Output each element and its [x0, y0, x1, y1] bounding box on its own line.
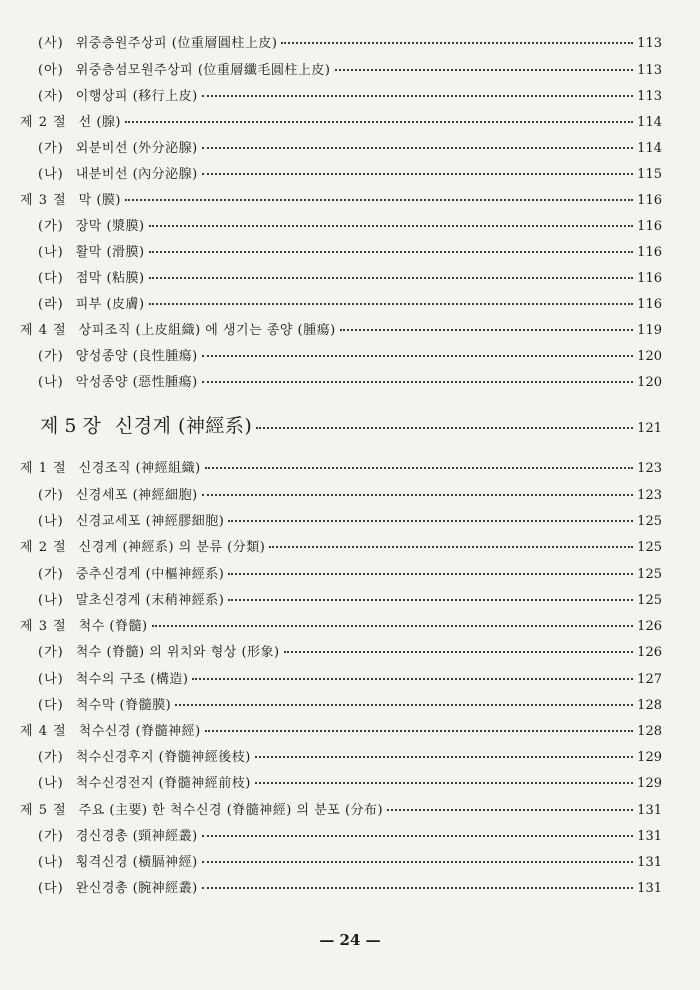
toc-entry-page: 116	[637, 219, 662, 234]
toc-subsection-row	[38, 851, 662, 870]
dot-leader	[205, 467, 634, 469]
toc-entry-page: 116	[637, 297, 662, 312]
toc-entry-label: (가)	[38, 645, 64, 660]
toc-entry-page: 120	[637, 375, 662, 390]
toc-entry-title: 위중층원주상피 (位重層圓柱上皮)	[75, 36, 278, 51]
toc-entry-page: 119	[637, 323, 662, 338]
toc-entry-label: (나)	[38, 514, 64, 529]
dot-leader	[202, 861, 633, 863]
dot-leader	[202, 95, 633, 97]
toc-entry-label: (나)	[38, 167, 64, 182]
toc-entry-page: 125	[637, 514, 662, 529]
toc-entry-title: 막 (膜)	[78, 193, 121, 208]
toc-entry-page: 116	[637, 271, 662, 286]
toc-entry-label: (나)	[38, 672, 64, 687]
toc-entry-title: 신경계 (神經系)	[114, 415, 253, 437]
toc-entry-page: 114	[637, 115, 662, 130]
toc-entry-title: 척수의 구조 (構造)	[75, 672, 189, 687]
toc-entry-page: 131	[637, 829, 662, 844]
toc-subsection-row	[38, 293, 662, 312]
dot-leader	[149, 303, 634, 305]
dot-leader	[149, 251, 634, 253]
toc-section-row	[20, 720, 662, 739]
dot-leader	[202, 355, 633, 357]
dot-leader	[255, 756, 633, 758]
toc-subsection-row	[38, 746, 662, 765]
toc-section-row	[20, 799, 662, 818]
toc-entry-label: 제 4 절	[20, 724, 67, 739]
toc-entry-label: (나)	[38, 776, 64, 791]
toc-entry-title: 내분비선 (內分泌腺)	[75, 167, 198, 182]
toc-chapter-row	[40, 411, 662, 438]
toc-entry-page: 116	[637, 245, 662, 260]
toc-entry-title: 횡격신경 (橫膈神經)	[75, 855, 198, 870]
toc-entry-title: 위중층섬모원주상피 (位重層纖毛圓柱上皮)	[75, 63, 331, 78]
toc-subsection-row	[38, 85, 662, 104]
toc-entry-label: (나)	[38, 375, 64, 390]
toc-entry-title: 양성종양 (良性腫瘍)	[75, 349, 198, 364]
dot-leader	[125, 121, 633, 123]
toc-entry-page: 116	[637, 193, 662, 208]
toc-entry-label: (자)	[38, 89, 64, 104]
dot-leader	[256, 427, 633, 429]
dot-leader	[335, 69, 634, 71]
toc-entry-label: (라)	[38, 297, 64, 312]
toc-entry-page: 115	[637, 167, 662, 182]
toc-entry-title: 척수신경전지 (脊髓神經前枝)	[75, 776, 251, 791]
toc-subsection-row	[38, 163, 662, 182]
toc-entry-label: (아)	[38, 63, 64, 78]
dot-leader	[255, 782, 633, 784]
toc-section-row	[20, 319, 662, 338]
toc-subsection-row	[38, 215, 662, 234]
toc-entry-title: 신경조직 (神經組織)	[78, 461, 201, 476]
toc-entry-page: 125	[637, 540, 662, 555]
dot-leader	[281, 42, 633, 44]
toc-entry-page: 126	[637, 645, 662, 660]
toc-entry-label: (다)	[38, 881, 64, 896]
toc-entry-page: 131	[637, 881, 662, 896]
toc-section-row	[20, 111, 662, 130]
toc-subsection-row	[38, 59, 662, 78]
dot-leader	[202, 887, 633, 889]
toc-entry-title: 척수신경후지 (脊髓神經後枝)	[75, 750, 251, 765]
toc-subsection-row	[38, 825, 662, 844]
toc-subsection-row	[38, 267, 662, 286]
toc-entry-label: (가)	[38, 488, 64, 503]
toc-entry-title: 신경교세포 (神經膠細胞)	[75, 514, 225, 529]
toc-entry-title: 활막 (滑膜)	[75, 245, 145, 260]
toc-entry-label: (가)	[38, 349, 64, 364]
toc-entry-label: (가)	[38, 219, 64, 234]
dot-leader	[284, 651, 634, 653]
page-number: — 24 —	[319, 931, 381, 949]
toc-entry-page: 128	[637, 724, 662, 739]
toc-entry-label: (나)	[38, 245, 64, 260]
toc-subsection-row	[38, 877, 662, 896]
toc-entry-label: (나)	[38, 593, 64, 608]
toc-entry-title: 척수막 (脊髓膜)	[75, 698, 172, 713]
toc-entry-label: (가)	[38, 750, 64, 765]
toc-entry-title: 상피조직 (上皮組織) 에 생기는 종양 (腫瘍)	[78, 323, 336, 338]
toc-entry-label: 제 1 절	[20, 461, 67, 476]
dot-leader	[228, 520, 633, 522]
toc-entry-label: 제 5 절	[20, 803, 67, 818]
toc-entry-label: (나)	[38, 855, 64, 870]
toc-entry-label: (가)	[38, 141, 64, 156]
toc-entry-title: 완신경총 (腕神經叢)	[75, 881, 198, 896]
toc-entry-title: 주요 (主要) 한 척수신경 (脊髓神經) 의 분포 (分布)	[78, 803, 384, 818]
toc-section-row	[20, 457, 662, 476]
toc-entry-page: 125	[637, 567, 662, 582]
toc-entry-page: 123	[637, 488, 662, 503]
dot-leader	[125, 199, 633, 201]
dot-leader	[205, 730, 634, 732]
toc-section-row	[20, 615, 662, 634]
dot-leader	[228, 573, 633, 575]
toc-entry-page: 129	[637, 750, 662, 765]
dot-leader	[340, 329, 633, 331]
toc-subsection-row	[38, 694, 662, 713]
dot-leader	[202, 835, 633, 837]
toc-entry-title: 척수신경 (脊髓神經)	[78, 724, 201, 739]
toc-section-row	[20, 189, 662, 208]
dot-leader	[202, 173, 633, 175]
toc-subsection-row	[38, 772, 662, 791]
toc-entry-title: 외분비선 (外分泌腺)	[75, 141, 198, 156]
toc-subsection-row	[38, 589, 662, 608]
toc-entry-title: 신경계 (神經系) 의 분류 (分類)	[78, 540, 266, 555]
toc-subsection-row	[38, 641, 662, 660]
toc-entry-page: 131	[637, 803, 662, 818]
toc-entry-page: 114	[637, 141, 662, 156]
dot-leader	[202, 147, 633, 149]
toc-entry-title: 중추신경계 (中樞神經系)	[75, 567, 225, 582]
toc-entry-title: 말초신경계 (末稍神經系)	[75, 593, 225, 608]
toc-entry-label: 제 4 절	[20, 323, 67, 338]
toc-entry-page: 121	[637, 421, 662, 436]
toc-entry-title: 악성종양 (惡性腫瘍)	[75, 375, 198, 390]
toc-entry-page: 126	[637, 619, 662, 634]
dot-leader	[202, 381, 633, 383]
toc-subsection-row	[38, 563, 662, 582]
dot-leader	[192, 678, 633, 680]
toc-entry-label: 제 2 절	[20, 115, 67, 130]
toc-subsection-row	[38, 371, 662, 390]
toc-entry-page: 120	[637, 349, 662, 364]
toc-entry-label: 제 3 절	[20, 193, 67, 208]
toc-entry-page: 113	[637, 89, 662, 104]
dot-leader	[152, 625, 634, 627]
toc-entry-label: (가)	[38, 829, 64, 844]
toc-entry-title: 경신경총 (頸神經叢)	[75, 829, 198, 844]
toc-entry-page: 128	[637, 698, 662, 713]
toc-entry-page: 125	[637, 593, 662, 608]
dot-leader	[202, 494, 633, 496]
toc-entry-page: 113	[637, 36, 662, 51]
toc-subsection-row	[38, 241, 662, 260]
dot-leader	[149, 277, 634, 279]
toc-entry-label: 제 5 장	[40, 415, 101, 437]
toc-subsection-row	[38, 668, 662, 687]
toc-subsection-row	[38, 345, 662, 364]
toc-entry-label: (가)	[38, 567, 64, 582]
toc-entry-page: 113	[637, 63, 662, 78]
toc-entry-label: (사)	[38, 36, 64, 51]
dot-leader	[149, 225, 634, 227]
toc-entry-label: (다)	[38, 271, 64, 286]
toc-entry-page: 127	[637, 672, 662, 687]
toc-entry-label: 제 3 절	[20, 619, 67, 634]
toc-entry-label: 제 2 절	[20, 540, 67, 555]
toc-entry-title: 장막 (漿膜)	[75, 219, 145, 234]
toc-entry-title: 척수 (脊髓) 의 위치와 형상 (形象)	[75, 645, 280, 660]
toc-entry-title: 선 (腺)	[78, 115, 121, 130]
toc-entry-label: (다)	[38, 698, 64, 713]
dot-leader	[269, 546, 633, 548]
toc-entry-title: 피부 (皮膚)	[75, 297, 145, 312]
toc-subsection-row	[38, 510, 662, 529]
toc-subsection-row	[38, 32, 662, 51]
toc-section-row	[20, 536, 662, 555]
dot-leader	[228, 599, 633, 601]
toc-entry-title: 척수 (脊髓)	[78, 619, 148, 634]
toc-entry-title: 점막 (粘膜)	[75, 271, 145, 286]
toc-subsection-row	[38, 137, 662, 156]
toc-entry-page: 129	[637, 776, 662, 791]
toc-entry-title: 이행상피 (移行上皮)	[75, 89, 198, 104]
toc-entry-page: 123	[637, 461, 662, 476]
dot-leader	[387, 809, 633, 811]
toc-entry-title: 신경세포 (神經細胞)	[75, 488, 198, 503]
toc-subsection-row	[38, 484, 662, 503]
toc-entry-page: 131	[637, 855, 662, 870]
dot-leader	[175, 704, 633, 706]
